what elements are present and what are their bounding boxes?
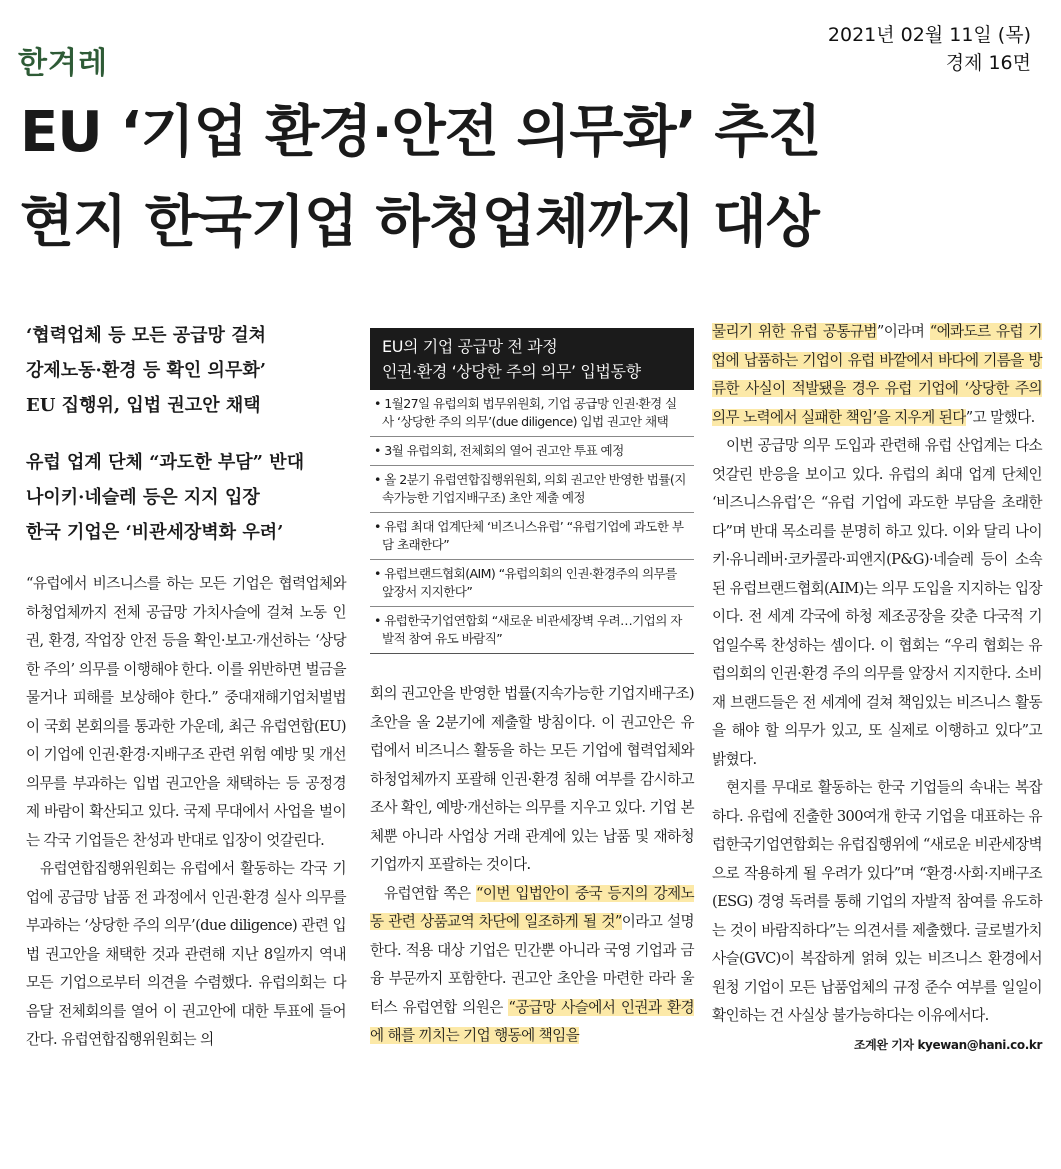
- newspaper-logo: 한겨레: [18, 46, 108, 81]
- fact-box-item: • 3월 유럽의회, 전체회의 열어 권고안 투표 예정: [370, 437, 694, 466]
- text-run: 유럽연합 쪽은: [384, 884, 477, 902]
- subhead-group-1: [26, 318, 346, 423]
- highlighted-quote: “공급망 사슬에서 인권과 환경에 해를 끼치는 기업 행동에 책임을: [370, 998, 694, 1044]
- publication-date: 2021년 02월 11일 (목): [827, 24, 1031, 46]
- body-paragraph: 이번 공급망 의무 도입과 관련해 유럽 산업계는 다소 엇갈린 반응을 보이고 있다. 유럽의 최대 업계 단체인 ‘비즈니스유럽’은 “유럽 기업에 과도한 부담을 초래한다”며 반대 목소리를 분명히 하고 있다. 이와 달리 나이키·유니레버·코카콜라·피앤지(P&G)·네슬레 등이 소속된 유럽브랜드협회(AIM)는 의무 도입을 지지하는 입장이다. 전 세계 각국에 하청 제조공장을 갖춘 다국적 기업일수록 찬성하는 셈이다. 이 협회는 “우리 협회는 유럽의회의 인권·환경 주의 의무를 앞장서 지지한다. 소비재 브랜드들은 전 세계에 걸쳐 책임있는 비즈니스 활동을 해야 할 의무가 있고, 또 실제로 이행하고 있다”고 밝혔다.: [712, 437, 1042, 768]
- headline-line-2: 현지 한국기업 하청업체까지 대상: [20, 190, 819, 255]
- body-paragraph: 회의 권고안을 반영한 법률(지속가능한 기업지배구조) 초안을 올 2분기에 제출할 방침이다. 이 권고안은 유럽에서 비즈니스 활동을 하는 모든 기업에 협력업체와 하청업체까지 포괄해 인권·환경 침해 여부를 감시하고 조사 확인, 예방·개선하는 의무를 지우고 있다. 기업 본체뿐 아니라 사업상 거래 관계에 있는 납품 및 재하청기업까지 포괄하는 것이다.: [370, 685, 694, 873]
- subhead-line: EU 집행위, 입법 권고안 채택: [26, 395, 261, 416]
- article-column-2: [370, 328, 694, 1051]
- body-paragraph: “유럽에서 비즈니스를 하는 모든 기업은 협력업체와 하청업체까지 전체 공급망 가치사슬에 걸쳐 노동 인권, 환경, 작업장 안전 등을 확인·보고·개선하는 ‘상당한 주의’ 의무를 이행해야 한다. 이를 위반하면 벌금을 물거나 피해를 보상해야 한다.” 중대재해기업처벌법이 국회 본회의를 통과한 가운데, 최근 유럽연합(EU)이 기업에 인권·환경·지배구조 관련 위험 예방 및 개선 의무를 부과하는 입법 권고안을 채택하는 등 공정경제 바람이 확산되고 있다. 국제 무대에서 사업을 벌이는 각국 기업들은 찬성과 반대로 입장이 엇갈린다.: [26, 575, 346, 849]
- highlighted-quote: 물리기 위한 유럽 공통규범: [712, 323, 877, 340]
- section-page: 경제 16면: [945, 52, 1031, 74]
- headline-line-1: EU ‘기업 환경·안전 의무화’ 추진: [20, 100, 821, 165]
- body-paragraph: [370, 880, 694, 1051]
- text-run: 현지를 무대로 활동하는 한국 기업들의 속내는 복잡하다. 유럽에 진출한 300여개 한국 기업을 대표하는 유럽한국기업연합회는 유럽집행위에 “새로운 비관세장벽으로 작용하게 될 우려가 있다”며 “환경·사회·지배구조(ESG) 경영 독려를 통해 기업의 자발적 참여를 유도하는 것이 바람직하다”는 의견서를 제출했다. 글로벌가치사슬(GVC)이 복잡하게 얽혀 있는 비즈니스 환경에서 원청 기업이 모든 납품업체의 규정 준수 여부를 일일이 확인하는 건 사실상 불가능하다는 이유에서다.: [712, 779, 1042, 1024]
- body-paragraph: [712, 774, 1042, 1052]
- fact-box-item: • 유럽 최대 업계단체 ‘비즈니스유럽’ “유럽기업에 과도한 부담 초래한다”: [370, 513, 694, 560]
- fact-box-item: • 1월27일 유럽의회 법무위원회, 기업 공급망 인권·환경 실사 ‘상당한 주의 의무’(due diligence) 입법 권고안 채택: [370, 390, 694, 437]
- fact-box: [370, 328, 694, 654]
- article-column-3: [712, 318, 1042, 1059]
- subhead-line: ‘협력업체 등 모든 공급망 걸쳐: [26, 325, 266, 346]
- subhead-line: 유럽 업계 단체 “과도한 부담” 반대: [26, 452, 305, 473]
- subhead-line: 한국 기업은 ‘비관세장벽화 우려’: [26, 522, 284, 543]
- byline: 조계완 기자 kyewan@hani.co.kr: [853, 1037, 1042, 1052]
- article-column-1: [26, 318, 346, 1055]
- fact-box-item: • 유럽한국기업연합회 “새로운 비관세장벽 우려…기업의 자발적 참여 유도 바람직”: [374, 613, 682, 646]
- subhead-line: 강제노동·환경 등 확인 의무화’: [26, 360, 266, 381]
- highlighted-quote: “이번 입법안이 중국 등지의 강제노동 관련 상품교역 차단에 일조하게 될 것”: [370, 884, 694, 930]
- text-run: 이라고 설명한다. 적용 대상 기업은 민간뿐 아니라 국영 기업과 금융 부문까지 포함한다. 권고안 초안을 마련한 라라 울터스 유럽연합 의원은: [370, 913, 695, 1016]
- text-run: ”이라며: [876, 323, 930, 340]
- fact-box-item: • 올 2분기 유럽연합집행위원회, 의회 권고안 반영한 법률(지속가능한 기업지배구조) 초안 제출 예정: [370, 466, 694, 513]
- highlighted-quote: “에콰도르 유럽 기업에 납품하는 기업이 유럽 바깥에서 바다에 기름을 방류한 사실이 적발됐을 경우 유럽 기업에 ‘상당한 주의 의무 노력에서 실패한 책임’을 지우게 된다: [712, 323, 1042, 426]
- subhead-group-2: [26, 445, 346, 550]
- fact-box-item: • 유럽브랜드협회(AIM) “유럽의회의 인권·환경주의 의무를 앞장서 지지한다”: [370, 560, 694, 607]
- body-paragraph: [712, 318, 1042, 432]
- body-paragraph: 유럽연합집행위원회는 유럽에서 활동하는 각국 기업에 공급망 납품 전 과정에서 인권·환경 실사 의무를 부과하는 ‘상당한 주의 의무’(due diligence) 관련 입법 권고안을 채택한 것과 관련해 지난 8일까지 역내 모든 기업으로부터 의견을 수렴했다. 유럽의회는 다음달 전체회의를 열어 이 권고안에 대한 투표에 들어간다. 유럽연합집행위원회는 의: [26, 860, 346, 1048]
- fact-box-title-line: EU의 기업 공급망 전 과정: [382, 337, 558, 356]
- fact-box-list: [370, 390, 694, 653]
- subhead-line: 나이키·네슬레 등은 지지 입장: [26, 487, 260, 508]
- text-run: ”고 말했다.: [965, 408, 1035, 426]
- fact-box-title: [370, 328, 694, 390]
- fact-box-title-line: 인권·환경 ‘상당한 주의 의무’ 입법동향: [382, 362, 641, 381]
